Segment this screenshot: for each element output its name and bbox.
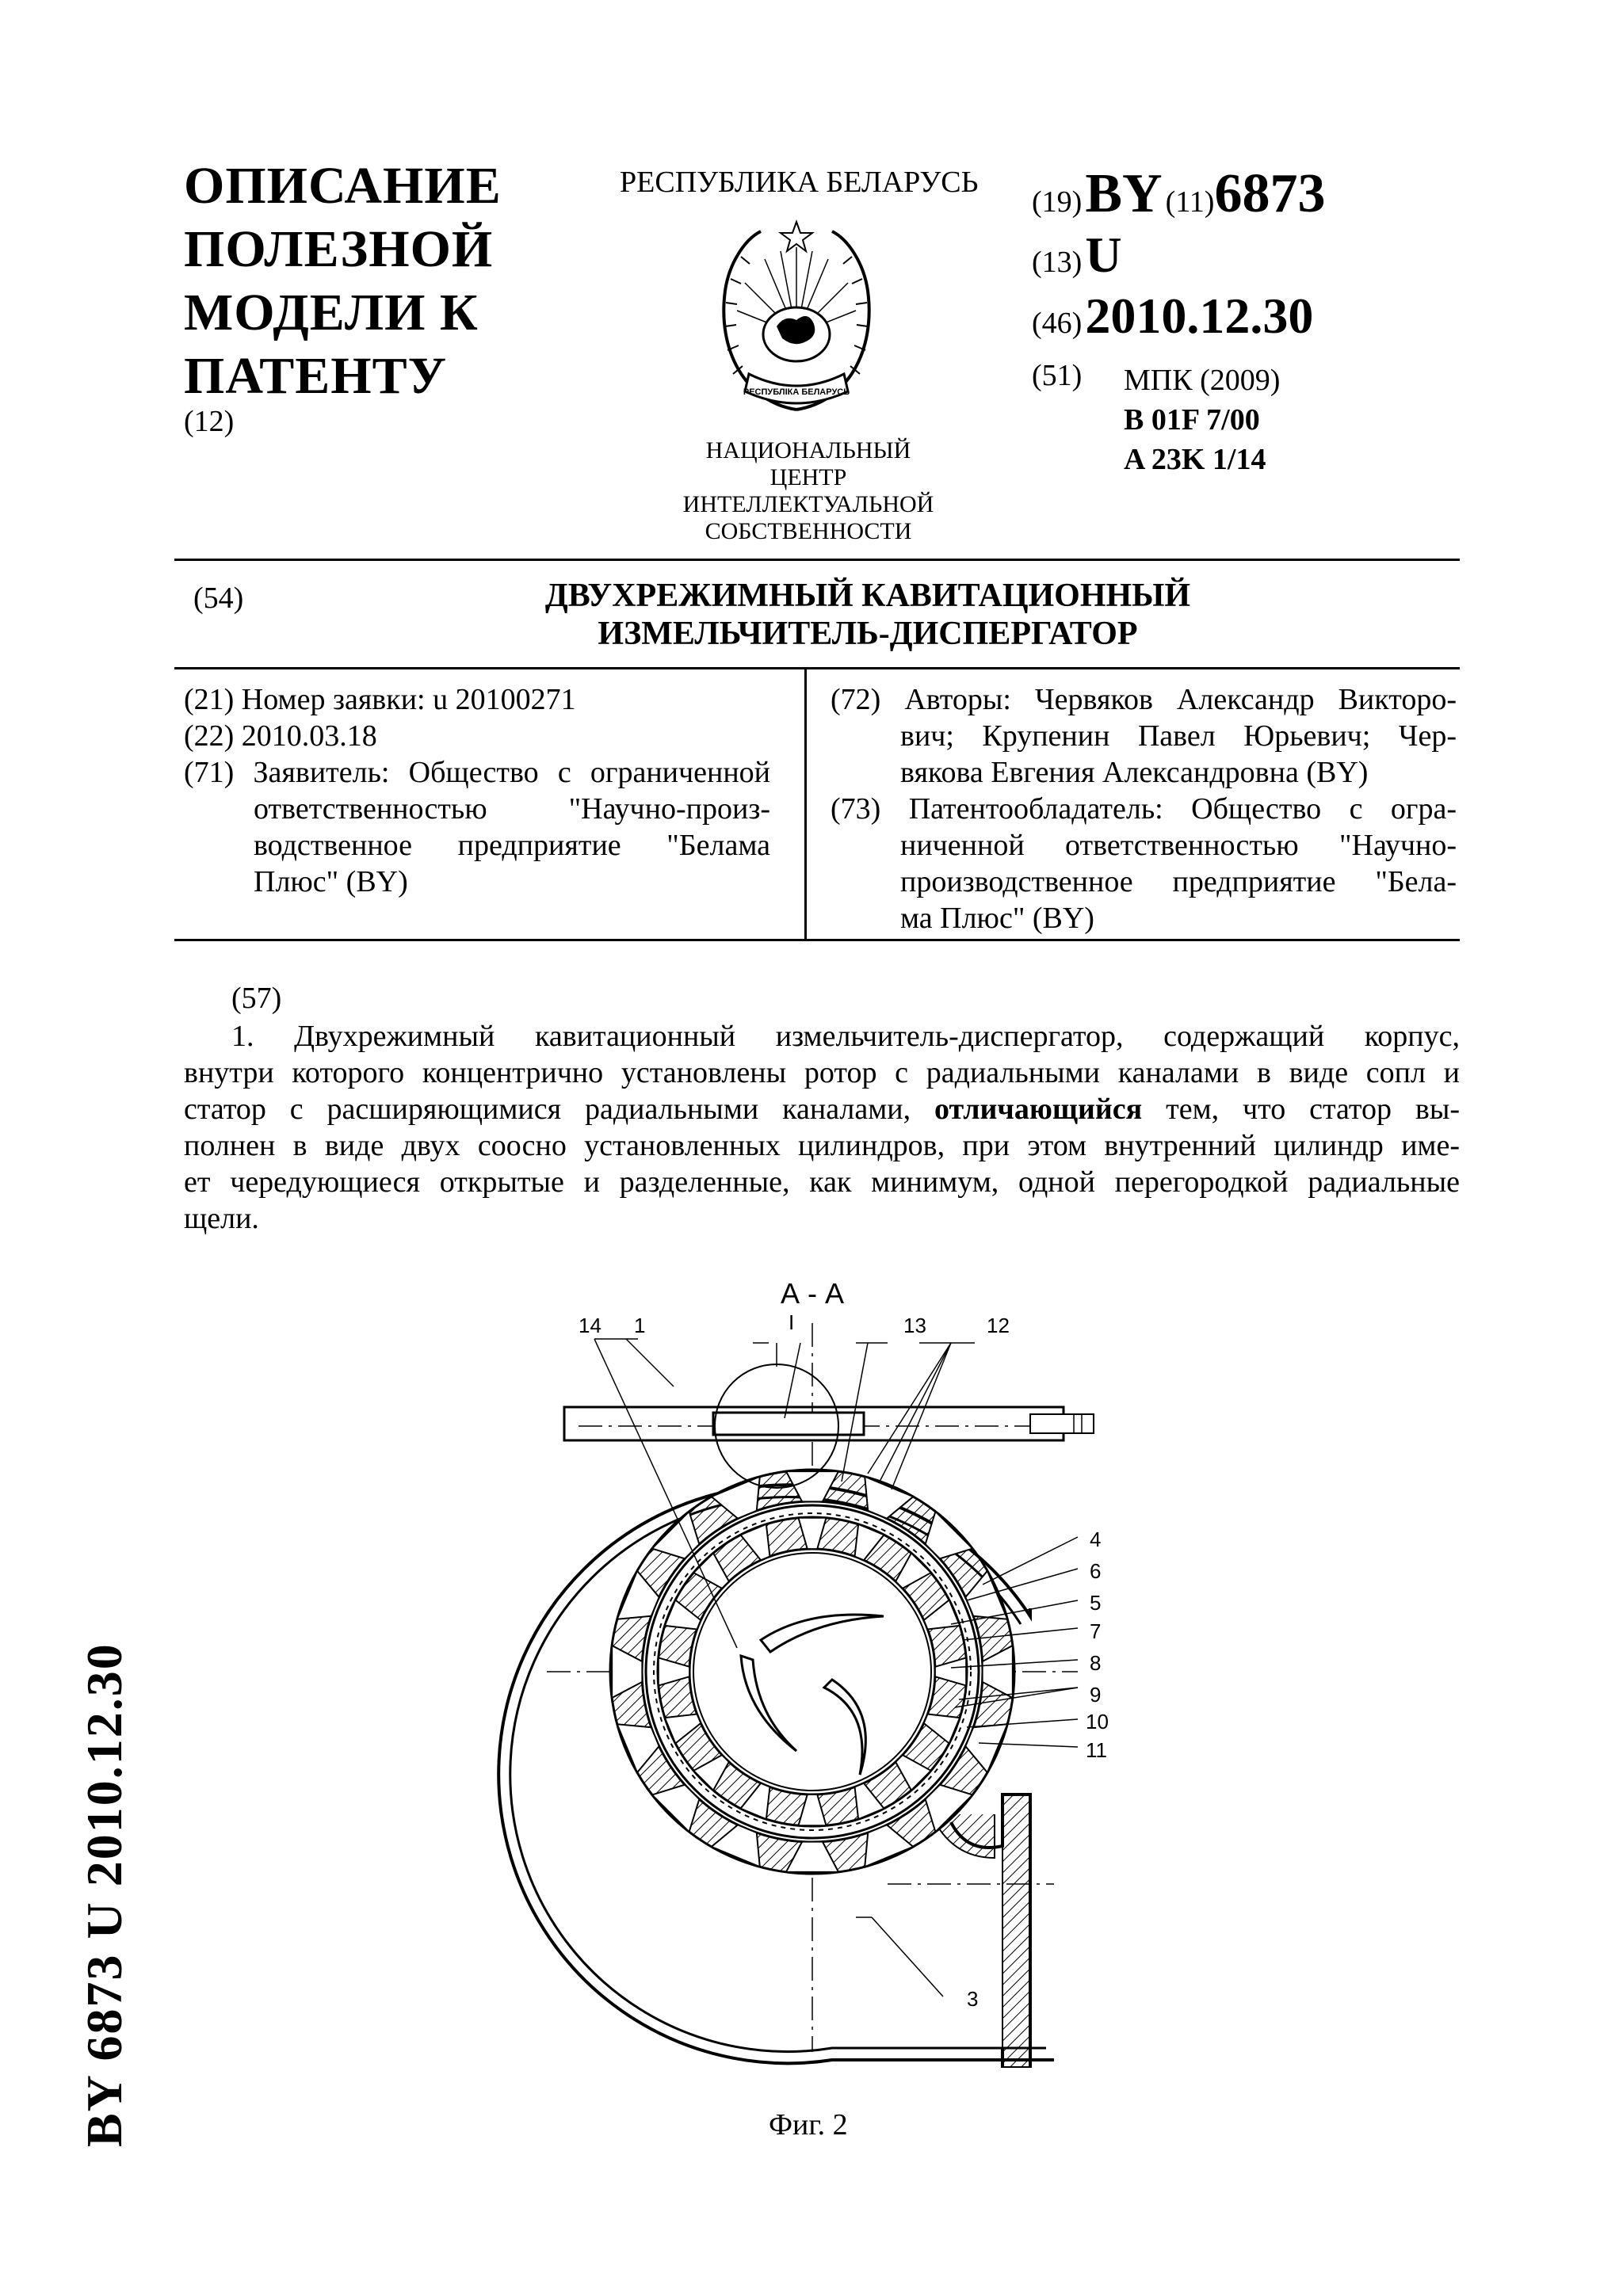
claim-line-4: полнен в виде двух соосно установленных цилиндров, при этом внутренний цилиндр име- [184, 1129, 1460, 1162]
biblio-right [831, 681, 1457, 936]
ipc-class-2: A 23K 1/14 [1124, 443, 1266, 476]
biblio-left [184, 681, 770, 900]
national-center-line-2: ИНТЕЛЛЕКТУАЛЬНОЙ [682, 491, 934, 517]
label-6: 6 [1090, 1559, 1102, 1583]
country-code: BY [1085, 163, 1163, 224]
patentee-line-1: (73) Патентообладатель: Общество с огра- [831, 792, 1457, 826]
code-19: (19) [1032, 185, 1083, 219]
rule-vertical [804, 667, 807, 940]
applicant-line-2: ответственностью "Научно-произ- [254, 792, 770, 826]
code-51: (51) [1032, 359, 1083, 392]
label-13: 13 [903, 1314, 926, 1337]
application-number: (21) Номер заявки: u 20100271 [184, 683, 576, 716]
code-12: (12) [184, 405, 235, 438]
national-center [666, 437, 951, 545]
ipc-block [1124, 360, 1280, 479]
doc-title-line-3: МОДЕЛИ К [184, 284, 479, 341]
republic-name: РЕСПУБЛИКА БЕЛАРУСЬ [620, 166, 979, 199]
patentee-line-2: ниченной ответственностью "Научно- [900, 829, 1457, 862]
figure-caption: Фиг. 2 [769, 2108, 848, 2142]
applicant-line-4: Плюс" (BY) [254, 865, 408, 898]
doc-title-line-1: ОПИСАНИЕ [184, 157, 502, 215]
filing-date: (22) 2010.03.18 [184, 719, 377, 753]
doc-title [184, 154, 502, 408]
national-center-line-1: НАЦИОНАЛЬНЫЙ ЦЕНТР [705, 437, 911, 490]
invention-title-line-2: ИЗМЕЛЬЧИТЕЛЬ-ДИСПЕРГАТОР [598, 616, 1138, 652]
rule-top [174, 559, 1460, 561]
emblem-ribbon-text: РЕСПУБЛІКА БЕЛАРУСЬ [743, 387, 850, 397]
claim-line-3c: тем, что статор вы- [1166, 1093, 1461, 1126]
authors-line-2: вич; Крупенин Павел Юрьевич; Чер- [900, 719, 1457, 753]
rule-mid [174, 667, 1460, 669]
claim-line-1: 1. Двухрежимный кавитационный измельчитель-диспергатор, содержащий корпус, [231, 1020, 1460, 1053]
publication-date: 2010.12.30 [1085, 288, 1314, 344]
code-13: (13) [1032, 246, 1083, 279]
label-12: 12 [987, 1314, 1010, 1337]
patentee-line-4: ма Плюс" (BY) [900, 902, 1094, 935]
doc-title-line-2: ПОЛЕЗНОЙ [184, 220, 494, 278]
codes-19-11 [1032, 162, 1325, 226]
ipc-class-1: B 01F 7/00 [1124, 403, 1260, 437]
code-11: (11) [1165, 185, 1215, 219]
code-57: (57) [231, 982, 282, 1015]
claim-line-2: внутри которого концентрично установлены ротор с радиальными каналами в виде сопл и [184, 1056, 1460, 1089]
national-center-line-3: СОБСТВЕННОСТИ [705, 518, 912, 544]
invention-title-line-1: ДВУХРЕЖИМНЫЙ КАВИТАЦИОННЫЙ [544, 578, 1191, 614]
code-54: (54) [193, 582, 244, 615]
applicant-line-1: (71) Заявитель: Общество с ограниченной [184, 756, 770, 789]
label-7: 7 [1090, 1619, 1102, 1643]
code-46: (46) [1032, 307, 1083, 340]
label-3: 3 [967, 1987, 979, 2011]
label-5: 5 [1090, 1591, 1102, 1615]
patent-number: 6873 [1214, 163, 1326, 224]
label-10: 10 [1086, 1710, 1109, 1733]
label-9: 9 [1090, 1683, 1102, 1707]
label-11: 11 [1086, 1738, 1107, 1762]
label-1: 1 [634, 1314, 646, 1337]
label-14: 14 [579, 1314, 601, 1337]
label-8: 8 [1090, 1651, 1102, 1675]
ipc-label: МПК (2009) [1124, 364, 1281, 397]
label-4: 4 [1090, 1527, 1102, 1551]
rule-bottom [174, 939, 1460, 941]
claim-distinguishing-word: отличающийся [934, 1093, 1143, 1126]
state-emblem-icon [713, 215, 880, 421]
applicant-line-3: водственное предприятие "Белама [254, 829, 770, 862]
label-I: I [789, 1310, 795, 1334]
authors-line-3: вякова Евгения Александровна (BY) [900, 756, 1369, 789]
side-identifier: BY 6873 U 2010.12.30 [76, 1642, 132, 2147]
document-kind: U [1085, 227, 1122, 283]
authors-line-1: (72) Авторы: Червяков Александр Викторо- [831, 683, 1457, 716]
claim-line-3a: статор с расширяющимися радиальными каналами, [184, 1093, 911, 1126]
codes-46 [1032, 287, 1313, 345]
codes-13 [1032, 226, 1122, 284]
claim-line-6: щели. [184, 1202, 259, 1235]
section-label: А - А [780, 1277, 845, 1310]
patentee-line-3: производственное предприятие "Бела- [900, 865, 1457, 898]
claim-text [184, 1018, 1460, 1237]
doc-title-line-4: ПАТЕНТУ [184, 347, 448, 405]
invention-title [333, 577, 1403, 653]
figure-2-drawing [475, 1268, 1141, 2068]
claim-line-5: ет чередующиеся открытые и разделенные, как минимум, одной перегородкой радиальные [184, 1165, 1460, 1199]
claim-line-3 [184, 1091, 1460, 1127]
